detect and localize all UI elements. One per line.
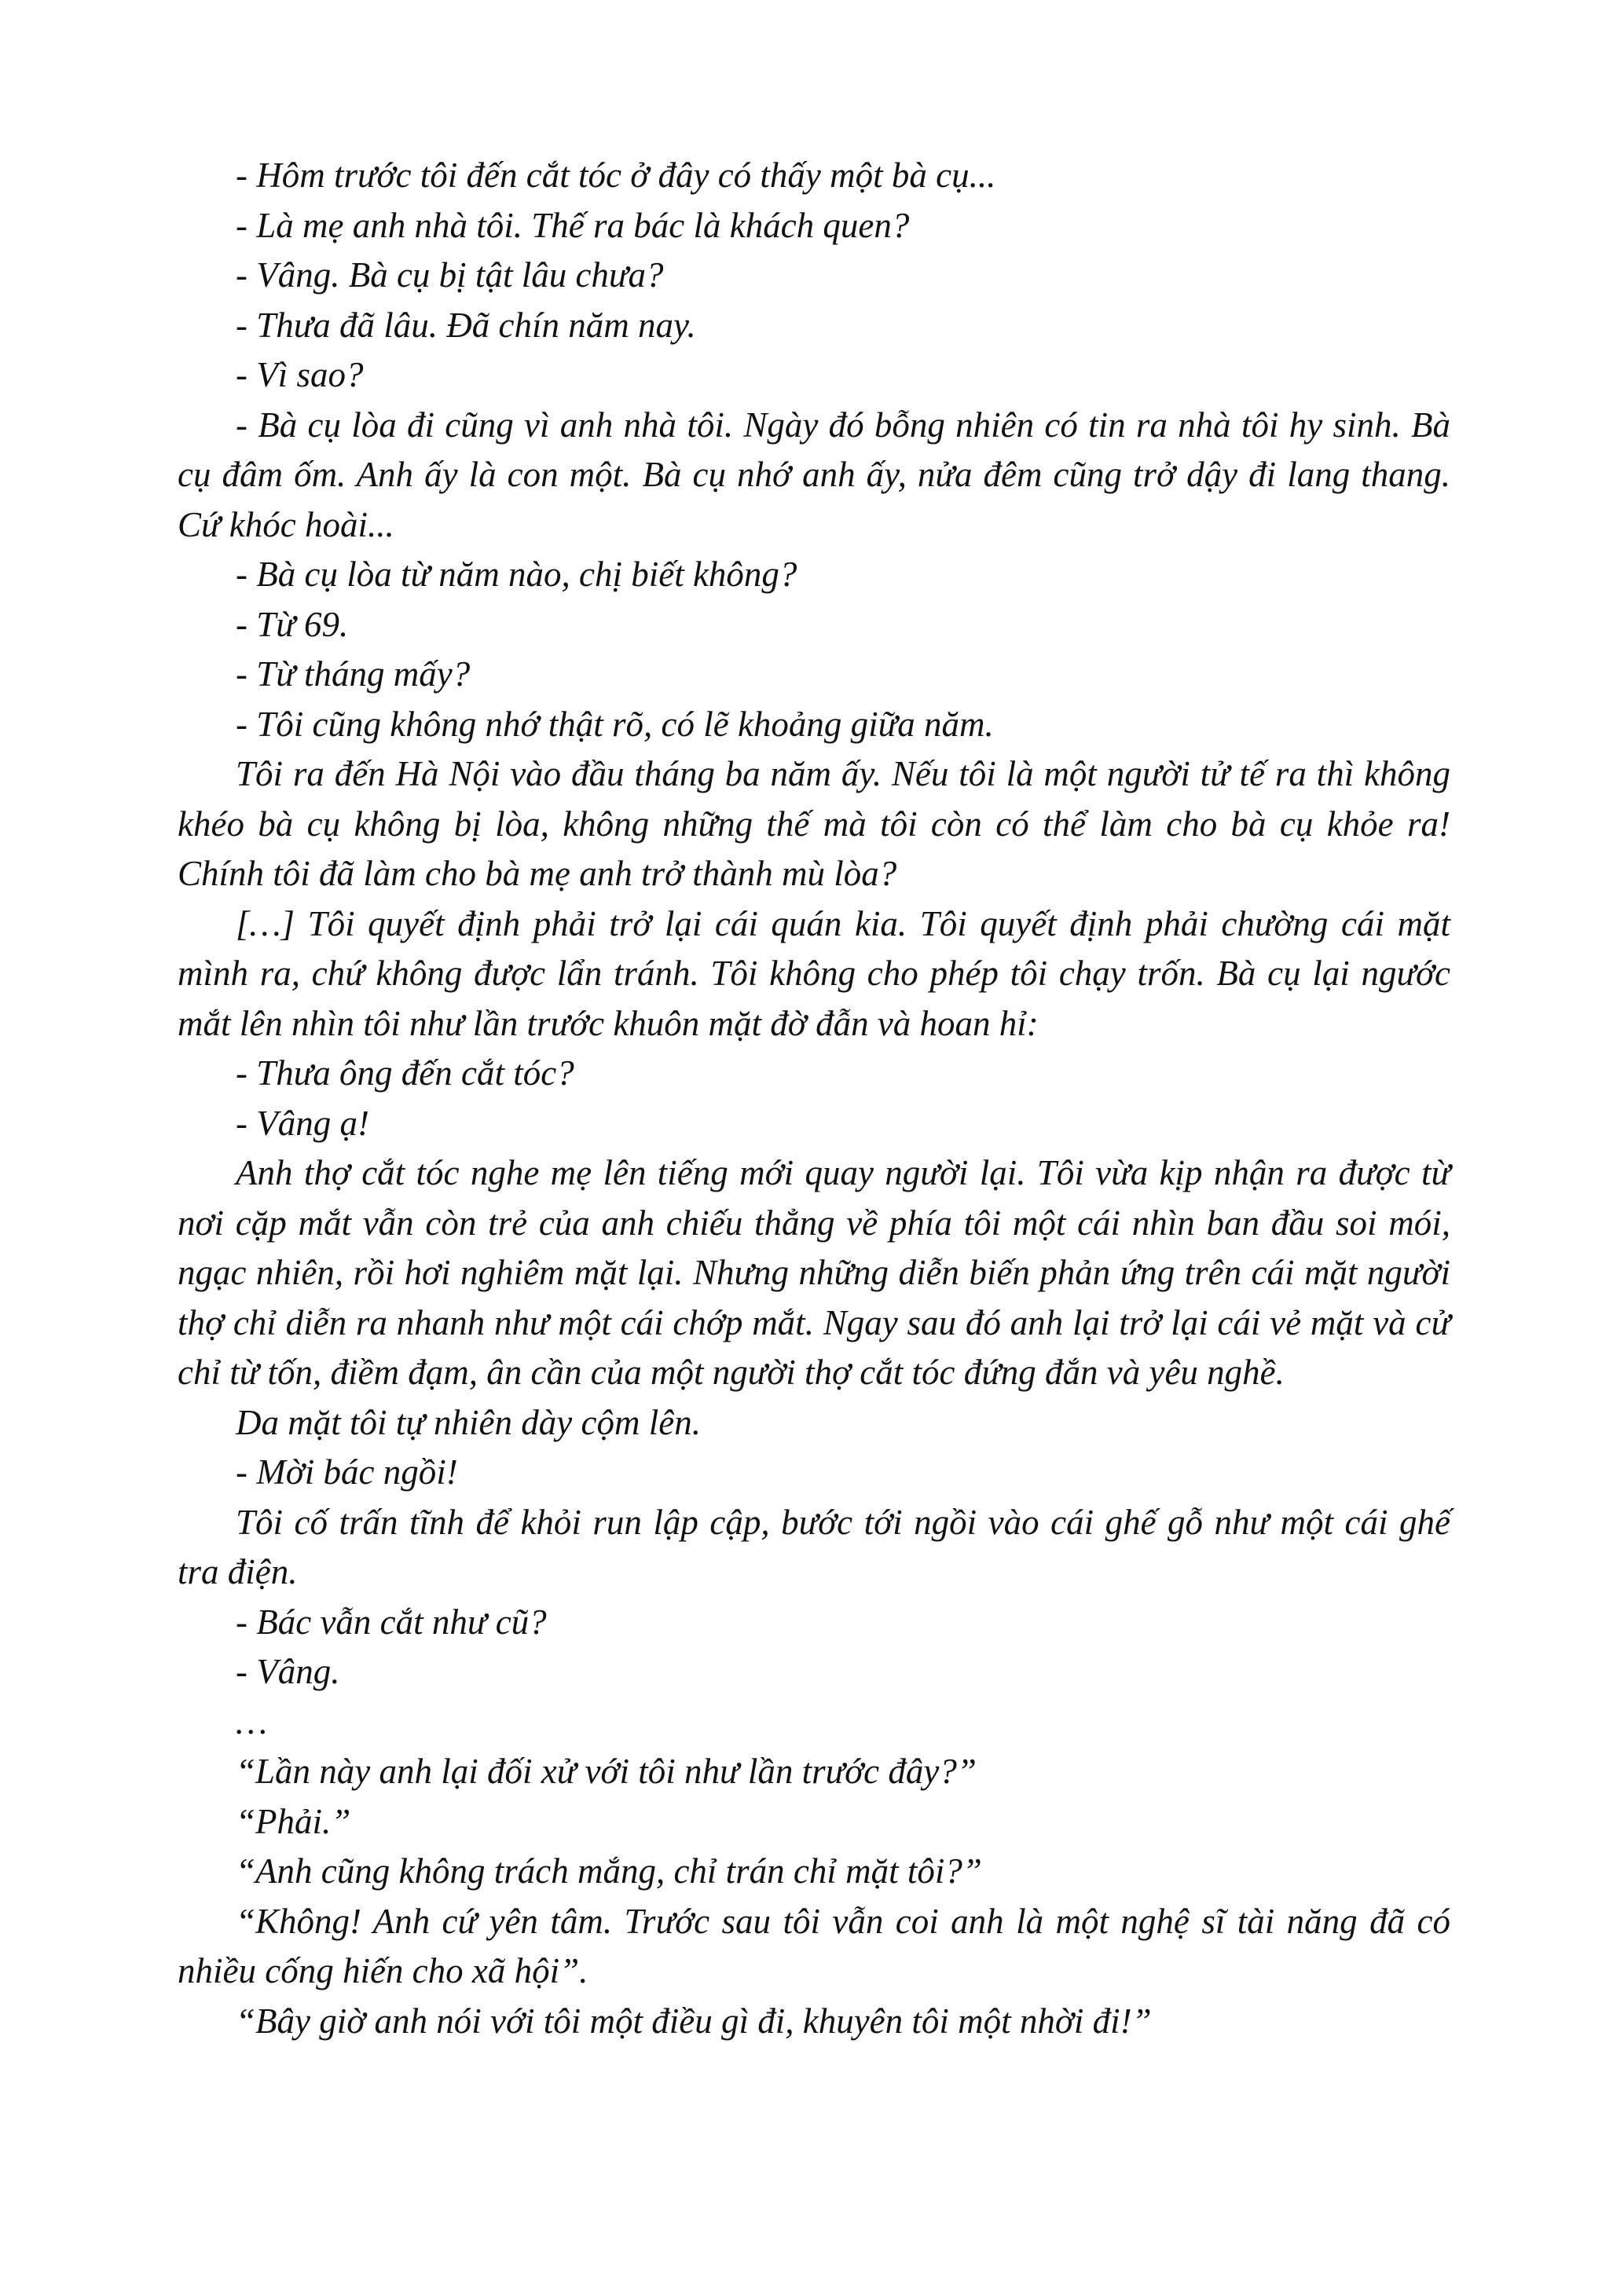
- paragraph-17: - Mời bác ngồi!: [236, 1452, 458, 1492]
- paragraph-14: - Vâng ạ!: [236, 1103, 369, 1143]
- paragraph-26: “Bây giờ anh nói với tôi một điều gì đi, khuyên tôi một nhời đi!”: [236, 2001, 1152, 2041]
- paragraph-9: - Từ tháng mấy?: [236, 654, 471, 694]
- body-text: [178, 151, 1450, 2046]
- paragraph-4: - Thưa đã lâu. Đã chín năm nay.: [236, 305, 696, 345]
- paragraph-5: - Vì sao?: [236, 355, 364, 394]
- paragraph-23: “Phải.”: [236, 1801, 351, 1841]
- paragraph-18: Tôi cố trấn tĩnh để khỏi run lập cập, bước tới ngồi vào cái ghế gỗ như một cái ghế tra điện.: [178, 1502, 1450, 1591]
- paragraph-7: - Bà cụ lòa từ năm nào, chị biết không?: [236, 555, 797, 594]
- paragraph-22: “Lần này anh lại đối xử với tôi như lần trước đây?”: [236, 1752, 977, 1791]
- paragraph-16: Da mặt tôi tự nhiên dày cộm lên.: [236, 1402, 701, 1442]
- paragraph-10: - Tôi cũng không nhớ thật rõ, có lẽ khoảng giữa năm.: [236, 704, 994, 744]
- paragraph-2: - Là mẹ anh nhà tôi. Thế ra bác là khách quen?: [236, 205, 910, 245]
- paragraph-20: - Vâng.: [236, 1652, 340, 1691]
- paragraph-11: Tôi ra đến Hà Nội vào đầu tháng ba năm ấy. Nếu tôi là một người tử tế ra thì không khéo bà cụ không bị lòa, không những thế mà tôi còn có thể làm cho bà cụ khỏe ra! Chính tôi đã làm cho bà mẹ anh trở thành mù lòa?: [178, 754, 1450, 893]
- paragraph-12: […] Tôi quyết định phải trở lại cái quán kia. Tôi quyết định phải chường cái mặt mình ra, chứ không được lẩn tránh. Tôi không cho phép tôi chạy trốn. Bà cụ lại ngước mắt lên nhìn tôi như lần trước khuôn mặt đờ đẫn và hoan hỉ:: [178, 903, 1450, 1043]
- paragraph-8: - Từ 69.: [236, 604, 349, 644]
- paragraph-19: - Bác vẫn cắt như cũ?: [236, 1602, 547, 1642]
- paragraph-15: Anh thợ cắt tóc nghe mẹ lên tiếng mới quay người lại. Tôi vừa kịp nhận ra được từ nơi cặp mắt vẫn còn trẻ của anh chiếu thẳng về phía tôi một cái nhìn ban đầu soi mói, ngạc nhiên, rồi hơi nghiêm mặt lại. Nhưng những diễn biến phản ứng trên cái mặt người thợ chỉ diễn ra nhanh như một cái chớp mắt. Ngay sau đó anh lại trở lại cái vẻ mặt và cử chỉ từ tốn, điềm đạm, ân cần của một người thợ cắt tóc đứng đắn và yêu nghề.: [178, 1153, 1450, 1392]
- paragraph-6: - Bà cụ lòa đi cũng vì anh nhà tôi. Ngày đó bỗng nhiên có tin ra nhà tôi hy sinh. Bà cụ đâm ốm. Anh ấy là con một. Bà cụ nhớ anh ấy, nửa đêm cũng trở dậy đi lang thang. Cứ khóc hoài...: [178, 405, 1450, 544]
- paragraph-21: …: [236, 1701, 268, 1741]
- paragraph-3: - Vâng. Bà cụ bị tật lâu chưa?: [236, 255, 664, 295]
- paragraph-24: “Anh cũng không trách mắng, chỉ trán chỉ mặt tôi?”: [236, 1851, 982, 1891]
- paragraph-13: - Thưa ông đến cắt tóc?: [236, 1053, 574, 1093]
- paragraph-25: “Không! Anh cứ yên tâm. Trước sau tôi vẫn coi anh là một nghệ sĩ tài năng đã có nhiều cống hiến cho xã hội”.: [178, 1901, 1450, 1990]
- paragraph-1: - Hôm trước tôi đến cắt tóc ở đây có thấy một bà cụ...: [236, 156, 996, 195]
